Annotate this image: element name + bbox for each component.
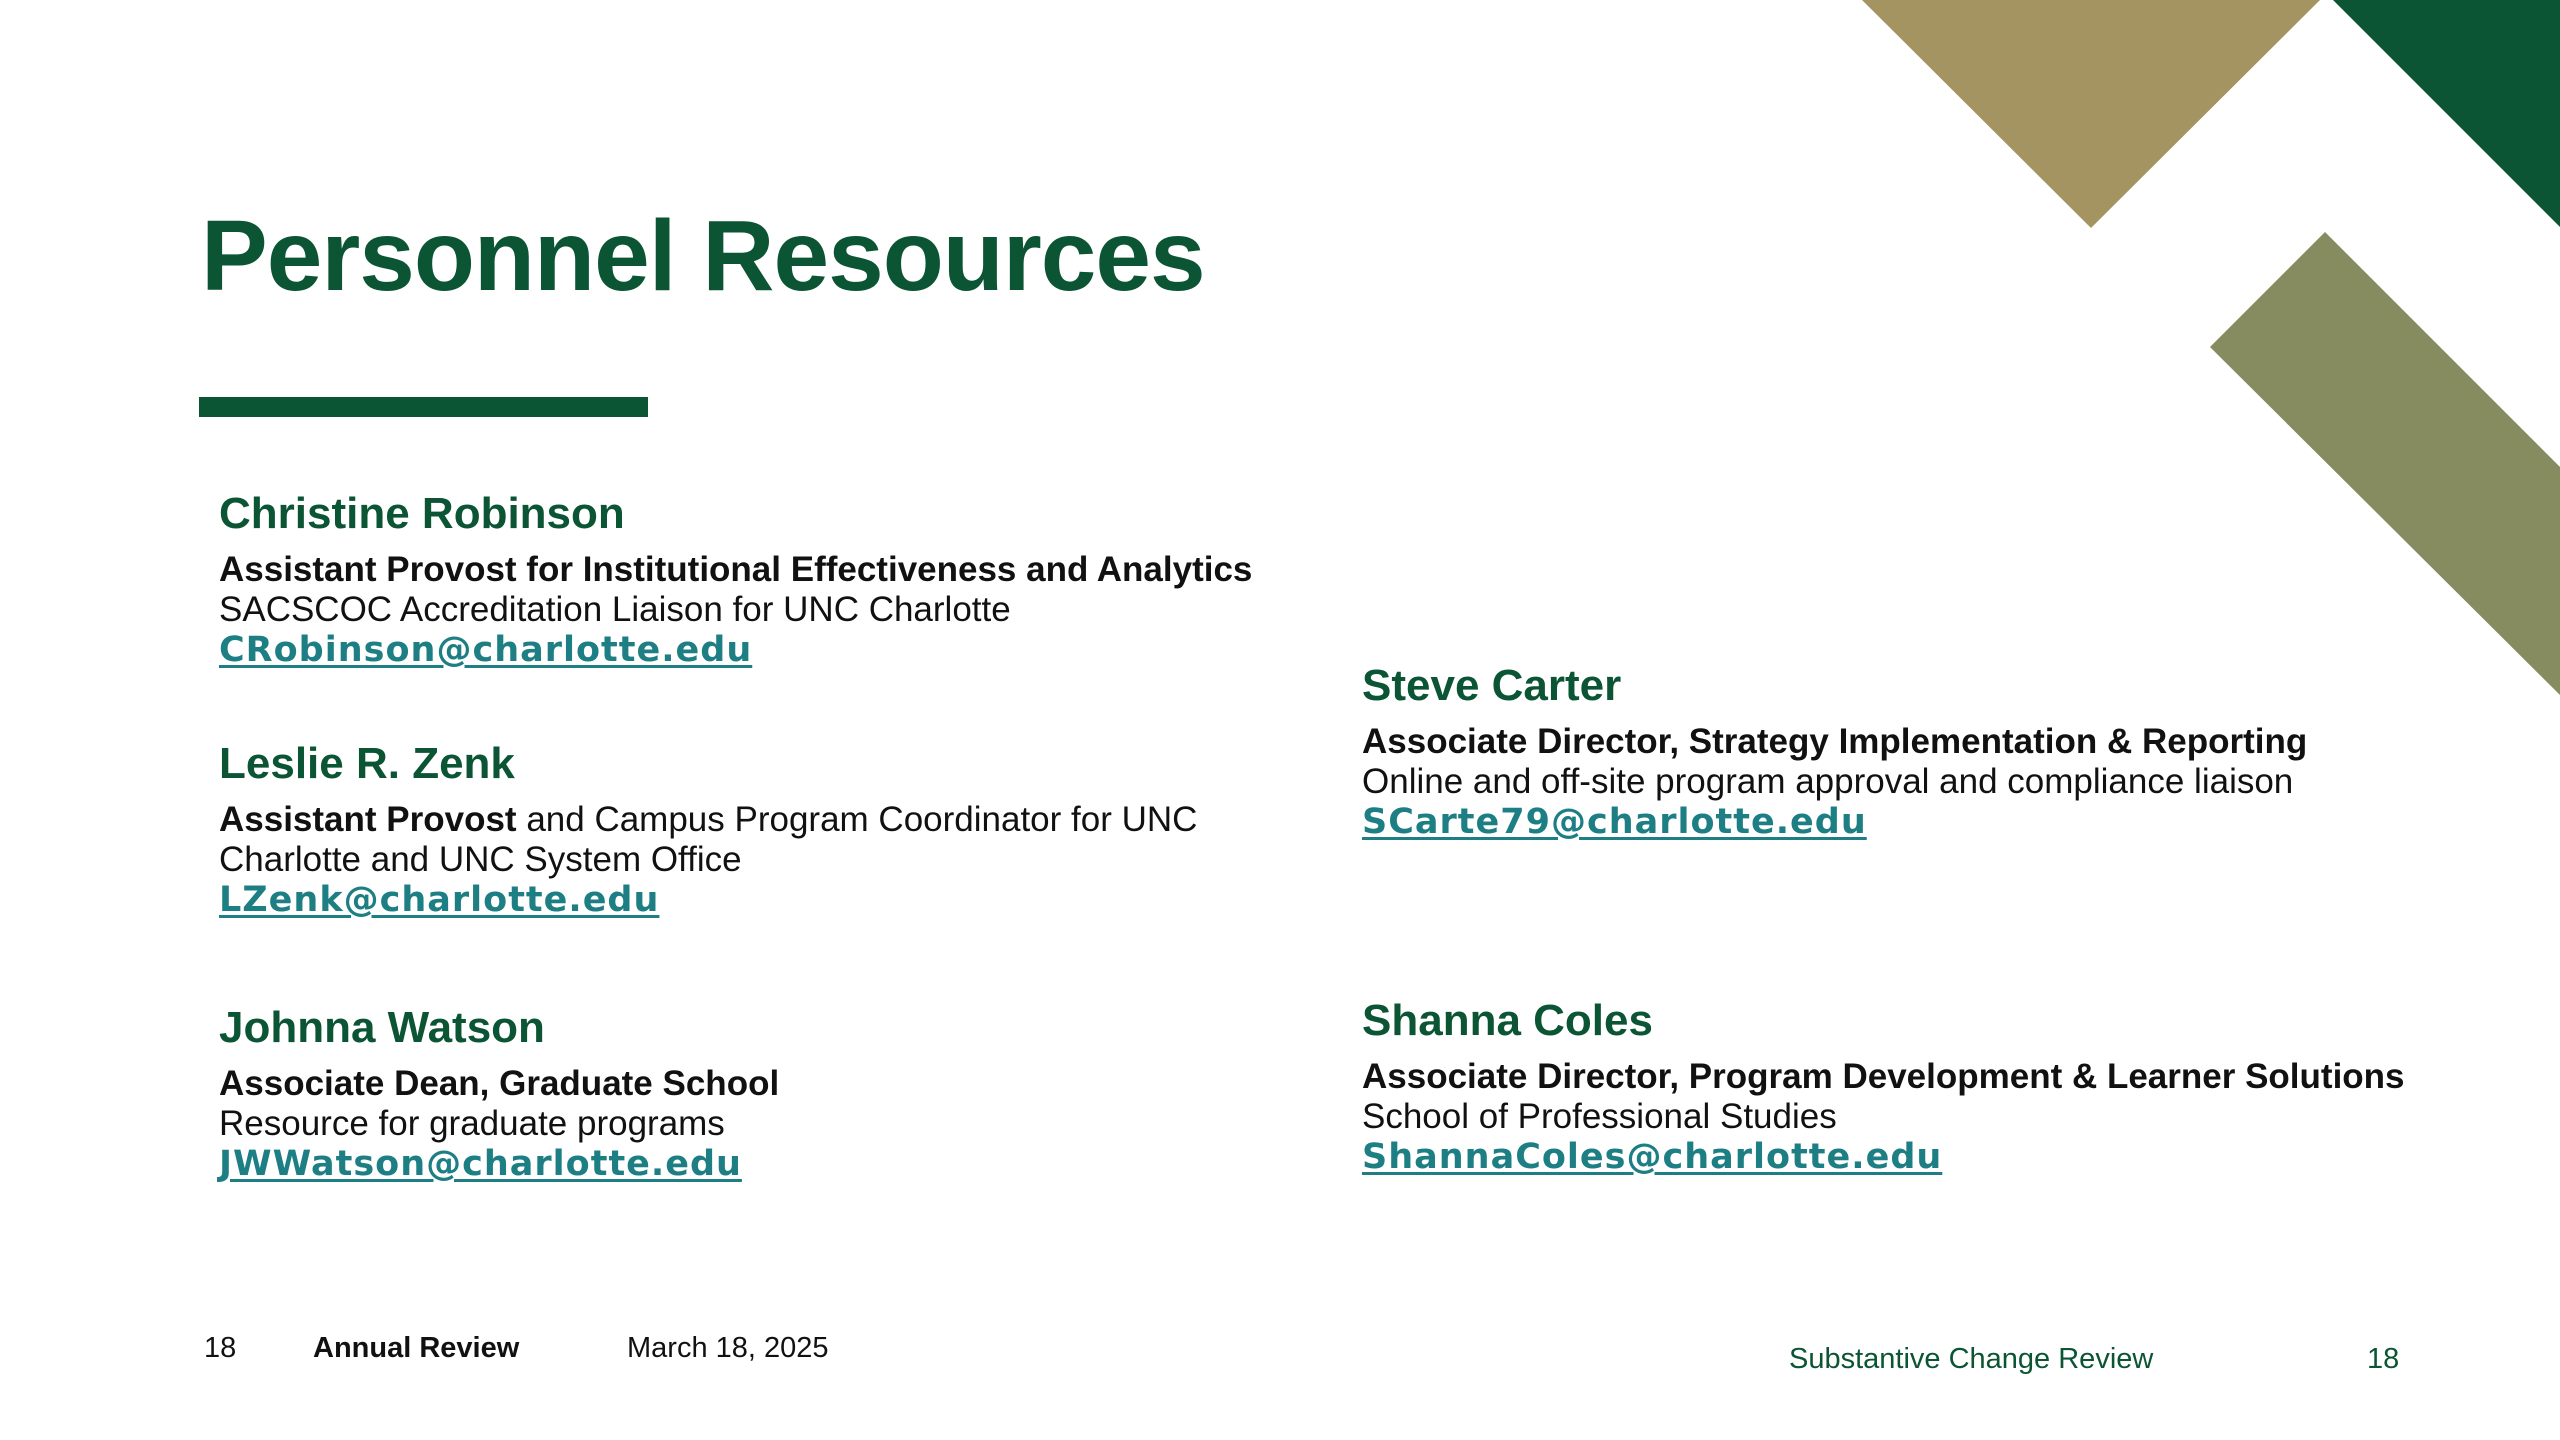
contact-role-continued: Charlotte and UNC System Office — [219, 840, 742, 879]
gold-triangle-shape — [1862, 0, 2320, 228]
footer-page-number-right: 18 — [2367, 1343, 2400, 1375]
contact-name: Leslie R. Zenk — [219, 739, 515, 788]
contact-name: Shanna Coles — [1362, 996, 1653, 1045]
title-underline — [199, 397, 648, 417]
footer-document-label: Annual Review — [313, 1332, 520, 1364]
contact-detail: SACSCOC Accreditation Liaison for UNC Charlotte — [219, 590, 1011, 629]
contact-email-link[interactable]: JWWatson@charlotte.edu — [219, 1144, 742, 1184]
contact-role: Associate Director, Program Development & Learner Solutions — [1362, 1057, 2405, 1096]
contact-detail: Online and off-site program approval and compliance liaison — [1362, 762, 2294, 801]
contact-christine-robinson — [219, 488, 1252, 670]
contact-role: Associate Director, Strategy Implementation & Reporting — [1362, 722, 2308, 761]
olive-band-shape — [2210, 232, 2560, 695]
contact-name: Johnna Watson — [219, 1003, 545, 1052]
contact-steve-carter — [1362, 660, 2307, 842]
contact-johnna-watson — [219, 1002, 779, 1184]
contact-email-link[interactable]: CRobinson@charlotte.edu — [219, 630, 753, 670]
page-title: Personnel Resources — [201, 200, 1205, 312]
footer-page-number-left: 18 — [204, 1332, 237, 1364]
contact-role: Assistant Provost for Institutional Effectiveness and Analytics — [219, 550, 1253, 589]
contact-email-link[interactable]: SCarte79@charlotte.edu — [1362, 802, 1867, 842]
contact-email-link[interactable]: LZenk@charlotte.edu — [219, 880, 660, 920]
footer-review-label: Substantive Change Review — [1789, 1343, 2154, 1375]
dark-green-triangle-shape — [2333, 0, 2560, 227]
footer-date: March 18, 2025 — [627, 1332, 829, 1364]
contact-role — [219, 800, 1197, 840]
contact-role-rest: and Campus Program Coordinator for UNC — [516, 800, 1198, 839]
contact-detail: School of Professional Studies — [1362, 1097, 1837, 1136]
contact-role-strong: Assistant Provost — [219, 800, 517, 839]
contact-shanna-coles — [1362, 995, 2405, 1177]
contact-detail: Resource for graduate programs — [219, 1104, 725, 1143]
contact-name: Christine Robinson — [219, 489, 625, 538]
contact-email-link[interactable]: ShannaColes@charlotte.edu — [1362, 1137, 1943, 1177]
contact-role: Associate Dean, Graduate School — [219, 1064, 780, 1103]
contact-leslie-zenk — [219, 738, 1197, 920]
contact-name: Steve Carter — [1362, 661, 1622, 710]
